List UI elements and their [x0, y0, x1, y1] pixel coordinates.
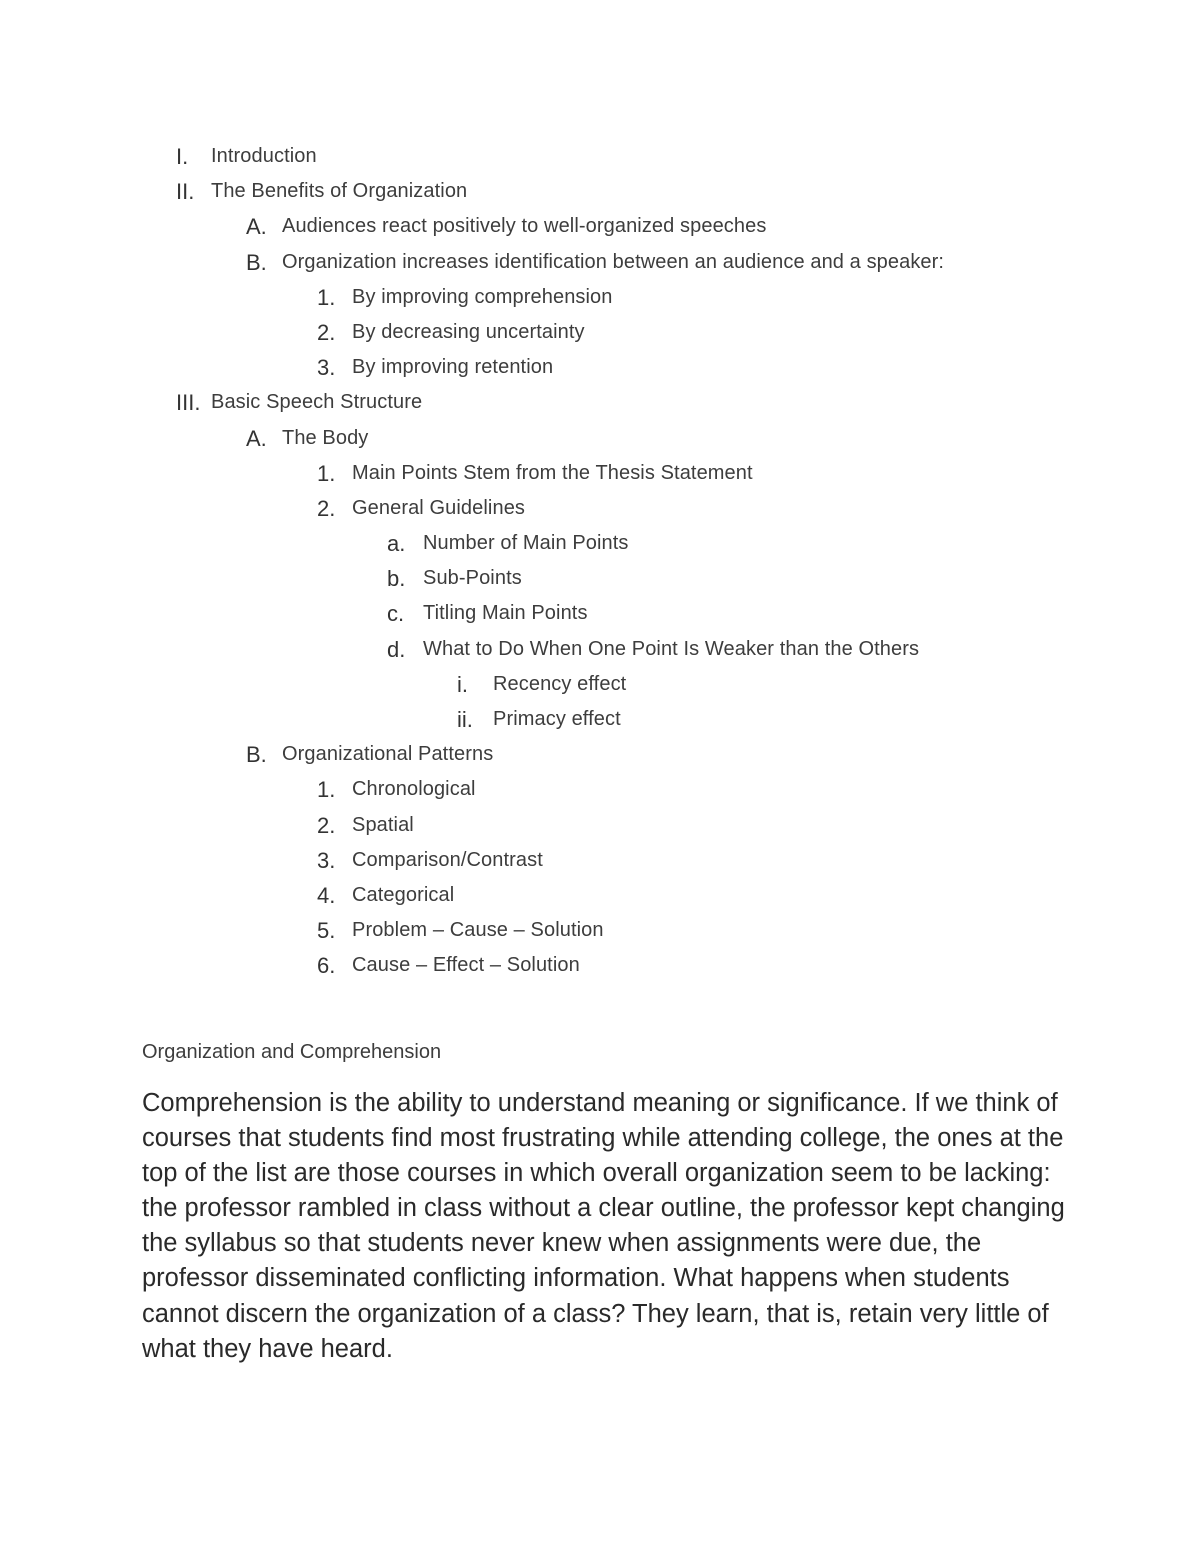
outline-text: Main Points Stem from the Thesis Statement: [352, 461, 753, 484]
outline-text: Chronological: [352, 778, 476, 801]
outline-marker: 5.: [317, 918, 336, 944]
outline-text: The Body: [282, 426, 369, 449]
outline-item-level-3: [0, 808, 1200, 843]
outline-text: Sub-Points: [423, 567, 522, 590]
outline-item-level-2: [0, 737, 1200, 772]
section-heading: Organization and Comprehension: [142, 1041, 442, 1063]
outline-text: By improving comprehension: [352, 285, 613, 308]
outline-text: Number of Main Points: [423, 532, 629, 555]
outline-item-level-5: [0, 702, 1200, 737]
outline-text: By improving retention: [352, 356, 554, 379]
outline-item-level-3: [0, 350, 1200, 385]
outline-marker: ii.: [457, 707, 473, 732]
outline-marker: a.: [387, 531, 406, 557]
outline-text: Introduction: [211, 145, 317, 167]
outline-item-level-5: [0, 667, 1200, 702]
outline-text: Organization increases identification between an audience and a speaker:: [282, 250, 945, 273]
outline-item-level-4: [0, 596, 1200, 631]
outline-item-level-3: [0, 948, 1200, 983]
body-paragraph: Comprehension is the ability to understand meaning or significance. If we think of courses that students find most frustrating while attending college, the ones at the top of the list are those courses in which overall organization seem to be lacking: the professor rambled in class without a clear outline, the professor kept changing the syllabus so that students never knew when assignments were due, the professor disseminated conflicting information. What happens when students cannot discern the organization of a class? They learn, that is, retain very little of what they have heard.: [142, 1089, 1065, 1363]
outline-marker: 2.: [317, 495, 336, 521]
outline-item-level-3: [0, 456, 1200, 491]
outline-text: Primacy effect: [493, 708, 621, 730]
outline-text: What to Do When One Point Is Weaker than the Others: [423, 637, 920, 660]
outline-marker: 1.: [317, 777, 336, 803]
outline-text: Recency effect: [493, 672, 627, 695]
outline-item-level-3: [0, 315, 1200, 350]
outline-marker: i.: [457, 671, 468, 697]
outline-text: Organizational Patterns: [282, 743, 494, 766]
outline-marker: c.: [387, 601, 405, 627]
outline-text: General Guidelines: [352, 496, 526, 519]
outline-text: The Benefits of Organization: [211, 180, 468, 203]
outline-item-level-3: [0, 491, 1200, 526]
outline-marker: 1.: [317, 284, 336, 310]
outline-marker: 6.: [317, 953, 336, 979]
outline-text: Audiences react positively to well-organized speeches: [282, 215, 767, 238]
outline-marker: 2.: [317, 319, 336, 345]
outline-item-level-3: [0, 280, 1200, 315]
outline-marker: A.: [246, 214, 267, 240]
outline-text: By decreasing uncertainty: [352, 320, 585, 343]
outline-text: Problem – Cause – Solution: [352, 919, 604, 942]
outline-text: Basic Speech Structure: [211, 391, 423, 414]
speech-outline: [0, 139, 1200, 984]
outline-text: Cause – Effect – Solution: [352, 954, 580, 977]
outline-item-level-3: [0, 843, 1200, 878]
outline-marker: I.: [176, 144, 189, 169]
outline-marker: 2.: [317, 812, 336, 838]
outline-item-level-4: [0, 632, 1200, 667]
outline-text: Comparison/Contrast: [352, 848, 543, 871]
outline-text: Categorical: [352, 883, 455, 906]
outline-marker: 3.: [317, 847, 336, 873]
outline-item-level-1: [0, 139, 1200, 174]
outline-marker: B.: [246, 249, 267, 275]
outline-text: Titling Main Points: [423, 602, 588, 625]
outline-marker: 4.: [317, 882, 336, 908]
outline-marker: 1.: [317, 460, 336, 486]
outline-marker: b.: [387, 566, 406, 592]
outline-item-level-4: [0, 561, 1200, 596]
outline-text: Spatial: [352, 813, 414, 836]
outline-item-level-2: [0, 421, 1200, 456]
outline-item-level-2: [0, 209, 1200, 244]
outline-item-level-3: [0, 878, 1200, 913]
outline-marker: A.: [246, 425, 267, 451]
outline-marker: B.: [246, 742, 267, 768]
outline-item-level-1: [0, 385, 1200, 420]
outline-item-level-1: [0, 174, 1200, 209]
outline-marker: III.: [176, 390, 201, 416]
outline-marker: 3.: [317, 355, 336, 381]
outline-item-level-3: [0, 913, 1200, 948]
outline-item-level-4: [0, 526, 1200, 561]
outline-marker: II.: [176, 179, 195, 205]
outline-item-level-3: [0, 772, 1200, 807]
outline-item-level-2: [0, 245, 1200, 280]
outline-marker: d.: [387, 636, 406, 662]
